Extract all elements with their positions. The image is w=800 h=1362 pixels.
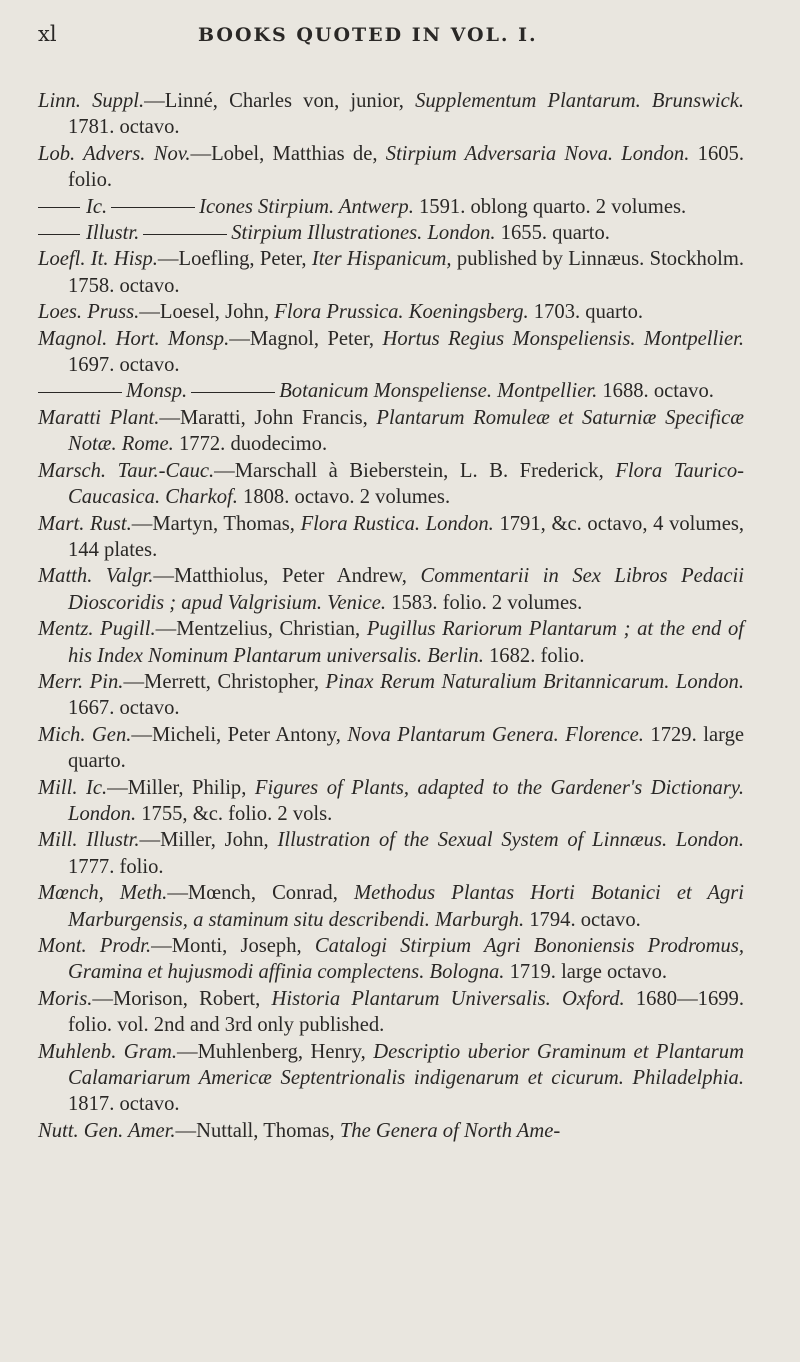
entry-author: —Monti, Joseph,: [151, 935, 315, 957]
bibliography-entry: [38, 220, 744, 246]
entry-imprint: 1777. folio.: [68, 855, 164, 878]
entry-author: —Linné, Charles von, junior,: [144, 90, 416, 112]
bibliography-list: [38, 88, 744, 1144]
entry-abbreviation: Mill. Ic.: [38, 776, 108, 799]
entry-abbreviation: Muhlenb. Gram.: [38, 1040, 178, 1063]
entry-author: —Loefling, Peter,: [157, 248, 312, 271]
bibliography-entry: [38, 669, 744, 722]
entry-title: The Genera of North Ame-: [339, 1119, 561, 1142]
entry-title: Catalogi Stirpium Agri Bononiensis Prodromus, Gramina et hujusmodi affinia complectens. Bologna.: [68, 935, 744, 984]
bibliography-entry: [38, 933, 744, 986]
entry-abbreviation: Marsch. Taur.-Cauc.: [38, 459, 215, 482]
bibliography-entry: [38, 378, 744, 404]
entry-imprint: 1583. folio. 2 volumes.: [386, 591, 583, 614]
entry-imprint: 1791, &c. octavo, 4 volumes, 144 plates.: [68, 512, 745, 561]
entry-abbreviation: Maratti Plant.: [38, 406, 160, 429]
entry-imprint: 1755, &c. folio. 2 vols.: [136, 802, 333, 825]
bibliography-entry: [38, 88, 744, 141]
entry-title: Icones Stirpium. Antwerp.: [199, 195, 414, 218]
bibliography-entry: [38, 511, 744, 564]
entry-abbreviation: Moris.: [38, 987, 93, 1010]
entry-abbreviation: Merr. Pin.: [38, 670, 124, 693]
entry-title: Historia Plantarum Universalis. Oxford.: [271, 987, 625, 1010]
entry-title: Nova Plantarum Genera. Florence.: [347, 723, 644, 746]
ditto-rule: [38, 392, 122, 393]
ditto-rule: [191, 392, 275, 393]
entry-abbreviation: Mart. Rust.: [38, 512, 132, 535]
entry-abbreviation: Mich. Gen.: [38, 723, 132, 746]
page-header: [38, 22, 744, 62]
bibliography-entry: [38, 722, 744, 775]
entry-author: —Nuttall, Thomas,: [175, 1119, 340, 1142]
entry-imprint: 1781. octavo.: [68, 116, 180, 139]
bibliography-entry: [38, 880, 744, 933]
entry-title: Flora Taurico-Caucasica. Charkof.: [68, 459, 744, 509]
entry-abbreviation: Monsp.: [126, 380, 188, 403]
bibliography-entry: [38, 194, 744, 220]
entry-abbreviation: Mont. Prodr.: [38, 935, 152, 957]
entry-imprint: 1729. large quarto.: [68, 723, 745, 773]
entry-imprint: 1605. folio.: [68, 142, 744, 192]
bibliography-entry: [38, 299, 744, 325]
entry-author: —Magnol, Peter,: [229, 327, 383, 350]
bibliography-entry: [38, 1118, 744, 1144]
bibliography-entry: [38, 246, 744, 299]
entry-abbreviation: Magnol. Hort. Monsp.: [38, 327, 230, 350]
entry-author: —Merrett, Christopher,: [123, 670, 326, 693]
entry-author: —Martyn, Thomas,: [131, 512, 301, 535]
entry-abbreviation: Matth. Valgr.: [38, 565, 154, 588]
entry-imprint: 1808. octavo. 2 volumes.: [237, 486, 451, 509]
entry-author: —Maratti, John Francis,: [159, 406, 377, 429]
entry-author: —Muhlenberg, Henry,: [177, 1040, 374, 1063]
bibliography-entry: [38, 405, 744, 458]
bibliography-entry: [38, 141, 744, 194]
entry-title: Plantarum Romuleæ et Saturniæ Specificæ Notæ. Rome.: [68, 406, 745, 456]
ditto-rule: [38, 207, 80, 208]
entry-abbreviation: Illustr.: [86, 222, 140, 245]
entry-abbreviation: Nutt. Gen. Amer.: [38, 1119, 176, 1142]
entry-title: Hortus Regius Monspeliensis. Montpellier.: [382, 327, 744, 350]
bibliography-entry: [38, 616, 744, 669]
entry-title: Illustration of the Sexual System of Linnæus. London.: [277, 829, 744, 852]
entry-title: Stirpium Illustrationes. London.: [231, 222, 496, 245]
entry-title: Figures of Plants, adapted to the Gardener's Dictionary. London.: [68, 776, 744, 825]
ditto-rule: [143, 234, 227, 235]
bibliography-entry: [38, 563, 744, 616]
entry-author: —Loesel, John,: [139, 301, 275, 324]
entry-title: Botanicum Monspeliense. Montpellier.: [279, 380, 598, 403]
entry-imprint: 1591. oblong quarto. 2 volumes.: [413, 195, 687, 218]
entry-abbreviation: Lob. Advers. Nov.: [38, 142, 191, 165]
entry-abbreviation: Loes. Pruss.: [38, 301, 140, 324]
entry-imprint: 1703. quarto.: [528, 301, 644, 324]
page-number: xl: [38, 22, 57, 46]
entry-title: Pugillus Rariorum Plantarum ; at the end of his Index Nominum Plantarum universalis. Berlin.: [68, 618, 744, 667]
ditto-rule: [38, 234, 80, 235]
bibliography-entry: [38, 326, 744, 379]
entry-abbreviation: Loefl. It. Hisp.: [38, 248, 158, 271]
bibliography-entry: [38, 827, 744, 880]
entry-title: Pinax Rerum Naturalium Britannicarum. London.: [325, 670, 744, 693]
entry-imprint: published by Linnæus. Stockholm. 1758. octavo.: [68, 248, 745, 297]
entry-imprint: 1667. octavo.: [68, 697, 180, 720]
entry-imprint: 1697. octavo.: [68, 354, 180, 377]
entry-imprint: 1719. large octavo.: [504, 961, 668, 984]
bibliography-entry: [38, 458, 744, 511]
entry-title: Stirpium Adversaria Nova. London.: [385, 142, 690, 165]
entry-author: —Micheli, Peter Antony,: [131, 723, 348, 746]
entry-abbreviation: Mentz. Pugill.: [38, 618, 156, 641]
entry-title: Methodus Plantas Horti Botanici et Agri Marburgensis, a staminum situ describendi. Marburgh.: [68, 882, 744, 931]
entry-author: —Marschall à Bieberstein, L. B. Frederick,: [214, 459, 616, 482]
entry-title: Flora Rustica. London.: [300, 512, 494, 535]
entry-title: Iter Hispanicum,: [311, 248, 452, 271]
entry-author: —Miller, Philip,: [107, 776, 255, 799]
bibliography-entry: [38, 1039, 744, 1118]
entry-imprint: 1680—1699. folio. vol. 2nd and 3rd only published.: [68, 987, 745, 1037]
entry-title: Descriptio uberior Graminum et Plantarum Calamariarum Americæ Septentrionalis indigenarum et cicurum. Philadelphia.: [68, 1040, 744, 1090]
entry-title: Flora Prussica. Koeningsberg.: [274, 301, 529, 324]
entry-author: —Mœnch, Conrad,: [167, 882, 354, 905]
entry-imprint: 1655. quarto.: [495, 222, 610, 245]
entry-abbreviation: Linn. Suppl.: [38, 90, 145, 112]
entry-title: Commentarii in Sex Libros Pedacii Dioscoridis ; apud Valgrisium. Venice.: [68, 565, 744, 614]
entry-author: —Morison, Robert,: [92, 987, 272, 1010]
ditto-rule: [111, 207, 195, 208]
entry-imprint: 1682. folio.: [483, 644, 585, 667]
entry-imprint: 1817. octavo.: [68, 1093, 180, 1116]
bibliography-entry: [38, 775, 744, 828]
bibliography-entry: [38, 986, 744, 1039]
entry-author: —Lobel, Matthias de,: [190, 142, 386, 165]
entry-abbreviation: Mill. Illustr.: [38, 829, 140, 852]
entry-imprint: 1794. octavo.: [524, 908, 641, 931]
entry-author: —Mentzelius, Christian,: [155, 618, 367, 641]
entry-title: Supplementum Plantarum. Brunswick.: [415, 90, 744, 112]
entry-author: —Matthiolus, Peter Andrew,: [153, 565, 421, 588]
entry-imprint: 1772. duodecimo.: [173, 433, 328, 456]
running-head: BOOKS QUOTED IN VOL. I.: [198, 24, 538, 46]
entry-imprint: 1688. octavo.: [597, 380, 714, 403]
entry-abbreviation: Ic.: [86, 195, 108, 218]
entry-abbreviation: Mœnch, Meth.: [38, 882, 168, 905]
entry-author: —Miller, John,: [139, 829, 278, 852]
